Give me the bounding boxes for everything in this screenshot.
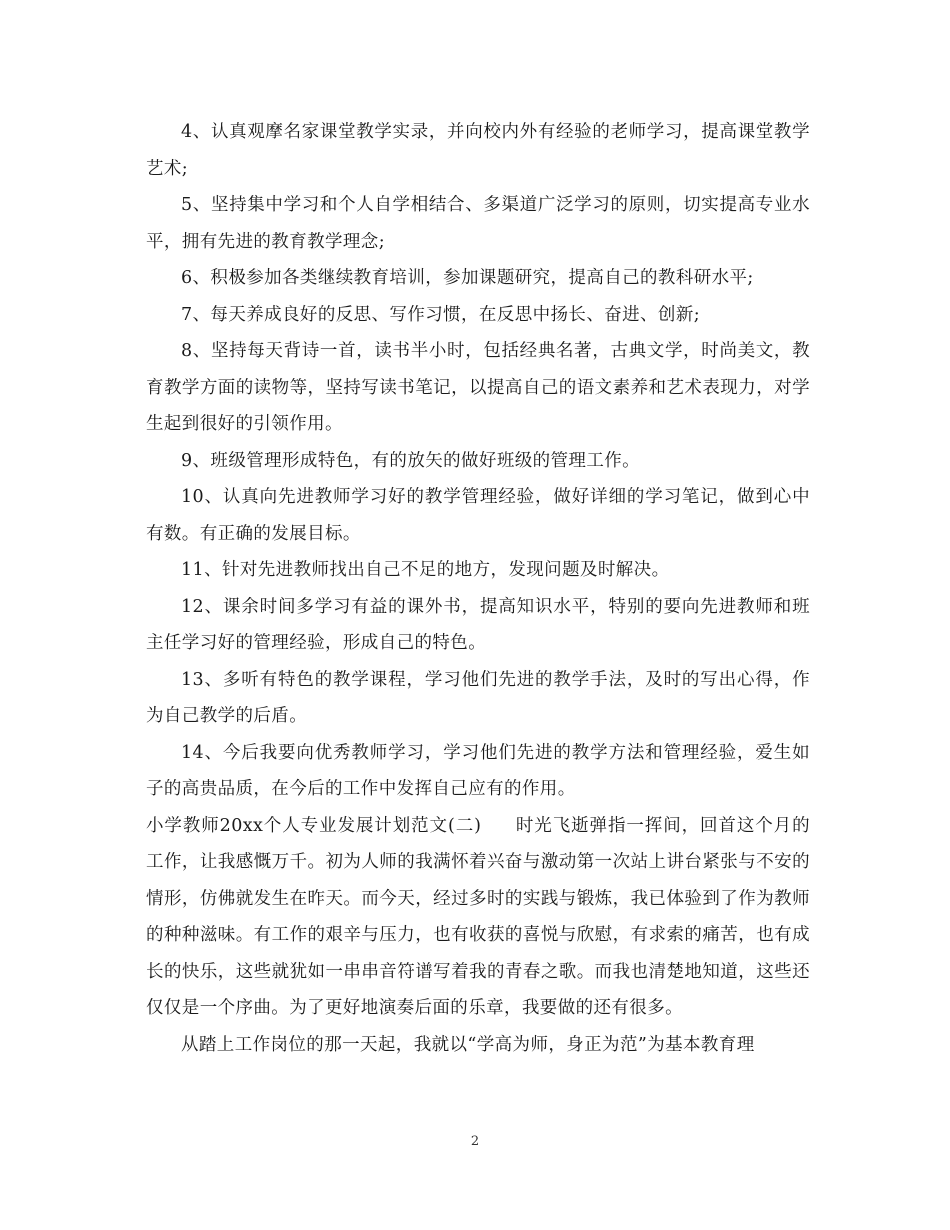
section-heading: 小学教师20xx个人专业发展计划范文(二): [146, 815, 482, 836]
paragraph-item-6: 6、积极参加各类继续教育培训，参加课题研究，提高自己的教科研水平;: [181, 268, 754, 288]
page-number: 2: [470, 1134, 480, 1149]
last-paragraph: 从踏上工作岗位的那一天起，我就以“学高为师，身正为范”为基本教育理: [181, 1034, 755, 1055]
section-two-text: 时光飞逝弹指一挥间，回首这个月的工作，让我感慨万千。初为人师的我满怀着兴奋与激动第一次站上讲台紧张与不安的情形，仿佛就发生在昨天。而今天，经过多时的实践与锻炼，我已体验到了作为教师的种种滋味。有工作的艰辛与压力，也有收获的喜悦与欣慰，有求索的痛苦，也有成长的快乐，这些就犹如一串串音符谱写着我的青春之歌。而我也清楚地知道，这些还仅仅是一个序曲。为了更好地演奏后面的乐章，我要做的还有很多。: [146, 815, 810, 1018]
paragraph-item-7: 7、每天养成良好的反思、写作习惯，在反思中扬长、奋进、创新;: [181, 304, 701, 325]
paragraph-item-13: 13、多听有特色的教学课程，学习他们先进的教学手法，及时的写出心得，作为自己教学的后盾。: [146, 669, 810, 726]
document-body: [146, 114, 810, 1063]
section-two-paragraph: [146, 808, 810, 1027]
paragraph-item-12: 12、课余时间多学习有益的课外书，提高知识水平，特别的要向先进教师和班主任学习好的管理经验，形成自己的特色。: [146, 596, 810, 653]
paragraph-item-14: 14、今后我要向优秀教师学习，学习他们先进的教学方法和管理经验，爱生如子的高贵品质，在今后的工作中发挥自己应有的作用。: [146, 742, 810, 799]
paragraph-item-11: 11、针对先进教师找出自己不足的地方，发现问题及时解决。: [181, 560, 670, 580]
paragraph-item-8: 8、坚持每天背诗一首，读书半小时，包括经典名著，古典文学，时尚美文，教育教学方面的读物等，坚持写读书笔记，以提高自己的语文素养和艺术表现力，对学生起到很好的引领作用。: [146, 341, 810, 434]
paragraph-item-10: 10、认真向先进教师学习好的教学管理经验，做好详细的学习笔记，做到心中有数。有正确的发展目标。: [146, 487, 810, 544]
paragraph-item-5: 5、坚持集中学习和个人自学相结合、多渠道广泛学习的原则，切实提高专业水平，拥有先进的教育教学理念;: [146, 195, 810, 252]
paragraph-item-9: 9、班级管理形成特色，有的放矢的做好班级的管理工作。: [181, 450, 641, 471]
paragraph-item-4: 4、认真观摩名家课堂教学实录，并向校内外有经验的老师学习，提高课堂教学艺术;: [146, 122, 810, 179]
